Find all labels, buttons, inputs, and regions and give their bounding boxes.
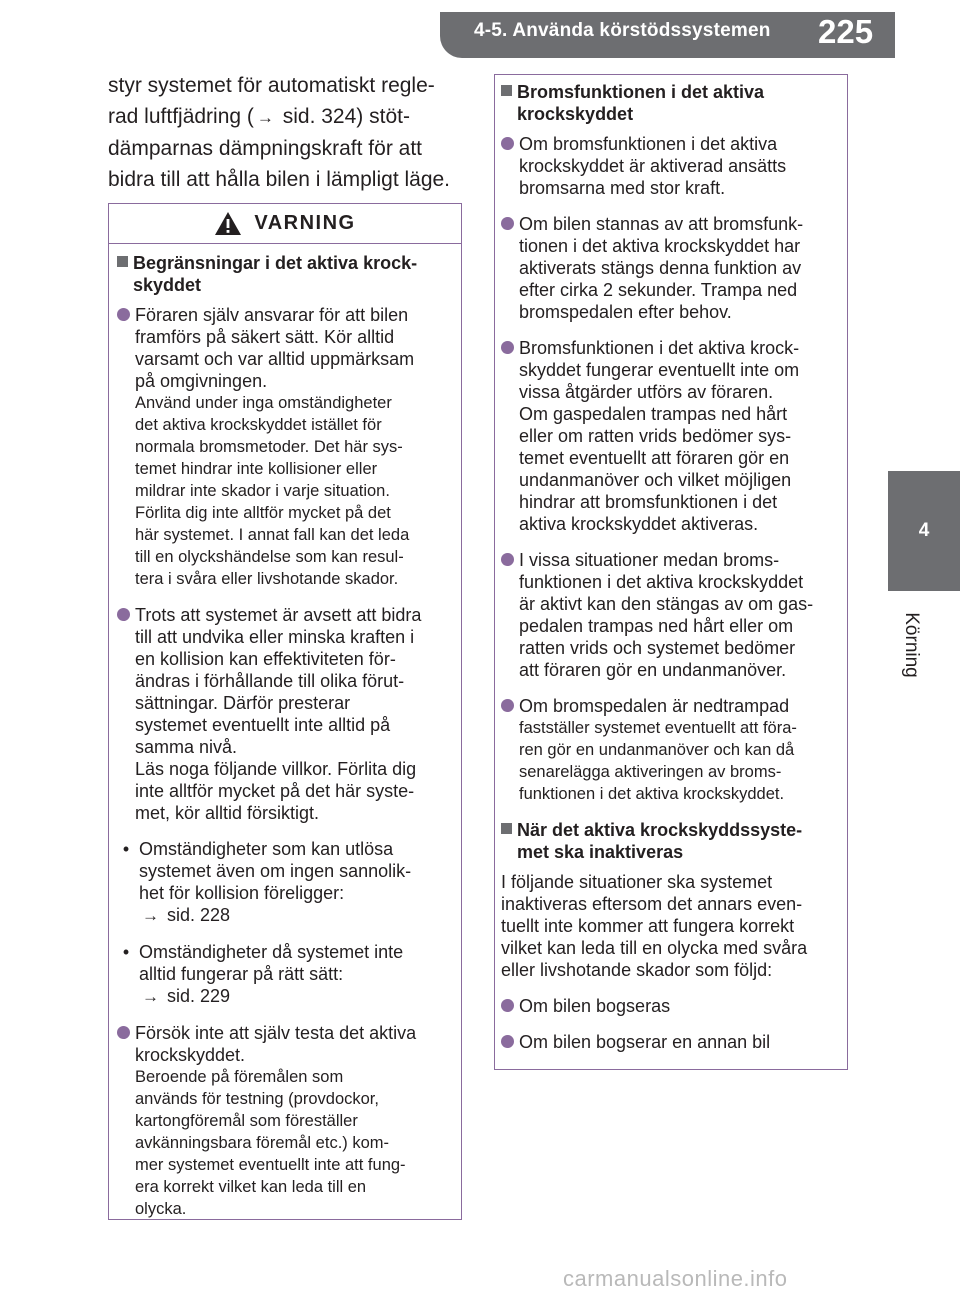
list-item: Om bilen bogserar en annan bil: [501, 1031, 833, 1053]
list-item: Bromsfunktionen i det aktiva krock- skyddet fungerar eventuellt inte om vissa åtgärder utförs av föraren. Om gaspedalen trampas ned hårt eller om ratten vrids bedömer sys- temet eventuellt att föraren gör en undanmanöver och vilket möjligen hindrar att bromsfunktionen i det aktiva krockskyddet aktiveras.: [501, 337, 833, 535]
info-subheading: När det aktiva krockskyddssyste- met ska inaktiveras: [501, 819, 833, 863]
list-item: Om bilen stannas av att bromsfunk- tionen i det aktiva krockskyddet har aktiverats stängs denna funktion av efter cirka 2 sekunder. Trampa ned bromspedalen efter behov.: [501, 213, 833, 323]
list-item: I vissa situationer medan broms- funktionen i det aktiva krockskyddet är aktivt kan den stängas av om gas- pedalen trampas ned hårt eller om ratten vrids och systemet bedömer att föraren gör en undanmanöver.: [501, 549, 833, 681]
arrow-icon: →: [256, 108, 274, 127]
circle-bullet-icon: [117, 608, 130, 621]
intro-line: styr systemet för automatiskt regle-: [108, 74, 435, 97]
arrow-icon: →: [142, 987, 159, 1006]
info-box: [494, 74, 848, 1070]
info-paragraph: I följande situationer ska systemet inaktiveras eftersom det annars even- tuellt inte kommer att fungera korrekt vilket kan leda till en olycka med svåra eller livshotande skador som följd:: [501, 872, 808, 980]
page-reference: → sid. 228: [142, 905, 231, 925]
chapter-label: [891, 590, 931, 700]
chapter-label-text: Körning: [901, 612, 922, 678]
warning-box: [108, 203, 462, 1220]
intro-line: bidra till att hålla bilen i lämpligt läge.: [108, 168, 451, 191]
circle-bullet-icon: [117, 308, 130, 321]
list-item: Om bromspedalen är nedtrampad fastställer systemet eventuellt att föra- ren gör en undanmanöver och kan då senarelägga aktiveringen av broms- funktionen i det aktiva krockskyddet.: [501, 695, 833, 805]
circle-bullet-icon: [501, 1035, 514, 1048]
arrow-icon: →: [142, 906, 159, 925]
chapter-tab: [888, 471, 960, 591]
circle-bullet-icon: [501, 341, 514, 354]
page-reference: → sid. 229: [142, 986, 231, 1006]
page-number: 225: [818, 13, 874, 50]
warning-subheading: Begränsningar i det aktiva krock- skyddet: [117, 252, 447, 296]
circle-bullet-icon: [501, 999, 514, 1012]
intro-paragraph: [108, 70, 478, 195]
list-item: • Omständigheter då systemet inte alltid fungerar på rätt sätt: → sid. 229: [117, 941, 447, 1008]
circle-bullet-icon: [501, 699, 514, 712]
list-item: Trots att systemet är avsett att bidra till att undvika eller minska kraften i en kollision kan effektiviteten för- ändras i förhållande till olika förut- sättningar. Därför presterar systemet eventuellt inte alltid på samma nivå. Läs noga följande villkor. Förlita dig inte alltför mycket på det här syste- met, kör alltid försiktigt.: [117, 604, 447, 824]
watermark: carmanualsonline.info: [563, 1266, 788, 1291]
list-item: • Omständigheter som kan utlösa systemet även om ingen sannolik- het för kollision föreligger: → sid. 228: [117, 838, 447, 927]
square-bullet-icon: [501, 85, 512, 96]
warning-title: VARNING: [254, 212, 356, 234]
intro-line: dämparnas dämpningskraft för att: [108, 137, 422, 160]
circle-bullet-icon: [501, 553, 514, 566]
warning-header: [109, 204, 461, 244]
section-title: 4-5. Använda körstödssystemen: [474, 20, 771, 41]
chapter-number: 4: [918, 520, 930, 541]
list-item: Försök inte att själv testa det aktiva krockskyddet. Beroende på föremålen som används för testning (provdockor, kartongföremål som föreställer avkänningsbara föremål etc.) kom- mer systemet eventuellt inte att fung- era korrekt vilket kan leda till en olycka.: [117, 1022, 447, 1220]
circle-bullet-icon: [501, 217, 514, 230]
dot-bullet-icon: •: [122, 839, 130, 859]
intro-line: rad luftfjädring ( → sid. 324) stöt-: [108, 101, 478, 133]
list-item: Om bromsfunktionen i det aktiva krockskyddet är aktiverad ansätts bromsarna med stor kraft.: [501, 133, 833, 199]
square-bullet-icon: [501, 823, 512, 834]
dot-bullet-icon: •: [122, 942, 130, 962]
list-item: Om bilen bogseras: [501, 995, 833, 1017]
square-bullet-icon: [117, 256, 128, 267]
list-item: Föraren själv ansvarar för att bilen framförs på säkert sätt. Kör alltid varsamt och var alltid uppmärksam på omgivningen. Använd under inga omständigheter det aktiva krockskyddet istället för normala bromsmetoder. Det här sys- temet hindrar inte kollisioner eller mildrar inte skador i varje situation. Förlita dig inte alltför mycket på det här systemet. I annat fall kan det leda till en olyckshändelse som kan resul- tera i svåra eller livshotande skador.: [117, 304, 447, 590]
info-subheading: Bromsfunktionen i det aktiva krockskyddet: [501, 81, 833, 125]
warning-body: [109, 244, 461, 1220]
circle-bullet-icon: [501, 137, 514, 150]
warning-triangle-icon: [214, 211, 242, 236]
circle-bullet-icon: [117, 1026, 130, 1039]
